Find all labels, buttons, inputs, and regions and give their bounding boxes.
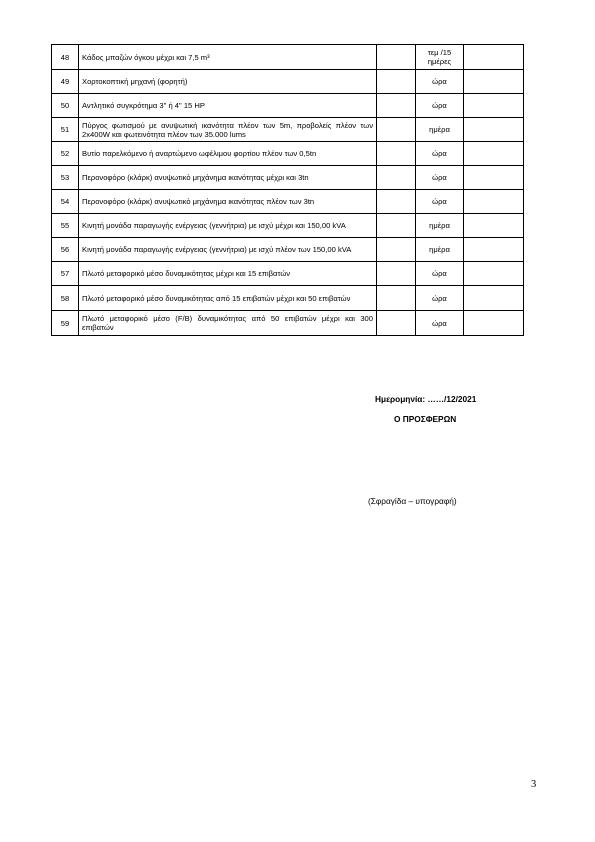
row-number: 55 bbox=[52, 214, 79, 238]
unit-cell: ώρα bbox=[416, 142, 464, 166]
row-number: 54 bbox=[52, 190, 79, 214]
item-description: Βυτίο παρελκόμενο ή αναρτώμενο ωφέλιμου φορτίου πλέον των 0,5tn bbox=[79, 142, 377, 166]
empty-cell bbox=[377, 142, 416, 166]
table-row bbox=[52, 166, 524, 190]
row-number: 57 bbox=[52, 262, 79, 286]
empty-cell bbox=[377, 190, 416, 214]
row-number: 56 bbox=[52, 238, 79, 262]
unit-cell: ώρα bbox=[416, 70, 464, 94]
empty-cell bbox=[377, 118, 416, 142]
empty-cell bbox=[377, 94, 416, 118]
empty-cell bbox=[377, 311, 416, 336]
row-number: 58 bbox=[52, 286, 79, 311]
date-line: Ημερομηνία: ……/12/2021 bbox=[375, 394, 477, 404]
empty-cell bbox=[377, 286, 416, 311]
table-row bbox=[52, 70, 524, 94]
empty-cell bbox=[377, 214, 416, 238]
row-number: 48 bbox=[52, 45, 79, 70]
price-table bbox=[51, 44, 524, 336]
row-number: 50 bbox=[52, 94, 79, 118]
row-number: 49 bbox=[52, 70, 79, 94]
bidder-label: Ο ΠΡΟΣΦΕΡΩΝ bbox=[394, 414, 457, 424]
unit-cell: ημέρα bbox=[416, 214, 464, 238]
unit-cell: ώρα bbox=[416, 190, 464, 214]
page-number: 3 bbox=[531, 779, 537, 790]
empty-cell bbox=[464, 262, 524, 286]
stamp-signature-label: (Σφραγίδα – υπογραφή) bbox=[368, 496, 457, 506]
unit-cell: ημέρα bbox=[416, 118, 464, 142]
item-description: Χορτοκοπτική μηχανή (φορητή) bbox=[79, 70, 377, 94]
unit-cell: τεμ /15 ημέρες bbox=[416, 45, 464, 70]
item-description: Κινητή μονάδα παραγωγής ενέργειας (γεννήτρια) με ισχύ μέχρι και 150,00 kVA bbox=[79, 214, 377, 238]
empty-cell bbox=[377, 45, 416, 70]
item-description: Κάδος μπαζών όγκου μέχρι και 7,5 m³ bbox=[79, 45, 377, 70]
table-row bbox=[52, 118, 524, 142]
empty-cell bbox=[377, 166, 416, 190]
empty-cell bbox=[464, 166, 524, 190]
empty-cell bbox=[464, 311, 524, 336]
empty-cell bbox=[464, 118, 524, 142]
row-number: 59 bbox=[52, 311, 79, 336]
item-description: Πλωτό μεταφορικό μέσο δυναμικότητας μέχρι και 15 επιβατών bbox=[79, 262, 377, 286]
empty-cell bbox=[464, 142, 524, 166]
table-row bbox=[52, 286, 524, 311]
item-description: Κινητή μονάδα παραγωγής ενέργειας (γεννήτρια) με ισχύ πλέον των 150,00 kVA bbox=[79, 238, 377, 262]
empty-cell bbox=[464, 94, 524, 118]
empty-cell bbox=[377, 70, 416, 94]
table-row bbox=[52, 142, 524, 166]
empty-cell bbox=[377, 238, 416, 262]
empty-cell bbox=[464, 238, 524, 262]
item-description: Αντλητικό συγκρότημα 3" ή 4" 15 HP bbox=[79, 94, 377, 118]
table-row bbox=[52, 45, 524, 70]
table-row bbox=[52, 94, 524, 118]
item-description: Πλωτό μεταφορικό μέσο δυναμικότητας από 15 επιβατών μέχρι και 50 επιβατών bbox=[79, 286, 377, 311]
unit-cell: ημέρα bbox=[416, 238, 464, 262]
row-number: 51 bbox=[52, 118, 79, 142]
table-row bbox=[52, 262, 524, 286]
unit-cell: ώρα bbox=[416, 166, 464, 190]
table-row bbox=[52, 238, 524, 262]
item-description: Πλωτό μεταφορικό μέσο (F/B) δυναμικότητας από 50 επιβατών μέχρι και 300 επιβατών bbox=[79, 311, 377, 336]
empty-cell bbox=[464, 70, 524, 94]
unit-cell: ώρα bbox=[416, 311, 464, 336]
table-row bbox=[52, 311, 524, 336]
row-number: 52 bbox=[52, 142, 79, 166]
table-row bbox=[52, 214, 524, 238]
empty-cell bbox=[377, 262, 416, 286]
empty-cell bbox=[464, 286, 524, 311]
unit-cell: ώρα bbox=[416, 262, 464, 286]
item-description: Πύργος φωτισμού με ανυψωτική ικανότητα πλέον των 5m, προβολείς πλέον των 2x400W και φωτεινότητα πλέον των 35.000 lums bbox=[79, 118, 377, 142]
row-number: 53 bbox=[52, 166, 79, 190]
empty-cell bbox=[464, 45, 524, 70]
unit-cell: ώρα bbox=[416, 94, 464, 118]
empty-cell bbox=[464, 214, 524, 238]
unit-cell: ώρα bbox=[416, 286, 464, 311]
item-description: Περονοφόρο (κλάρκ) ανυψωτικό μηχάνημα ικανότητας μέχρι και 3tn bbox=[79, 166, 377, 190]
table-row bbox=[52, 190, 524, 214]
item-description: Περονοφόρο (κλάρκ) ανυψωτικό μηχάνημα ικανότητας πλέον των 3tn bbox=[79, 190, 377, 214]
empty-cell bbox=[464, 190, 524, 214]
